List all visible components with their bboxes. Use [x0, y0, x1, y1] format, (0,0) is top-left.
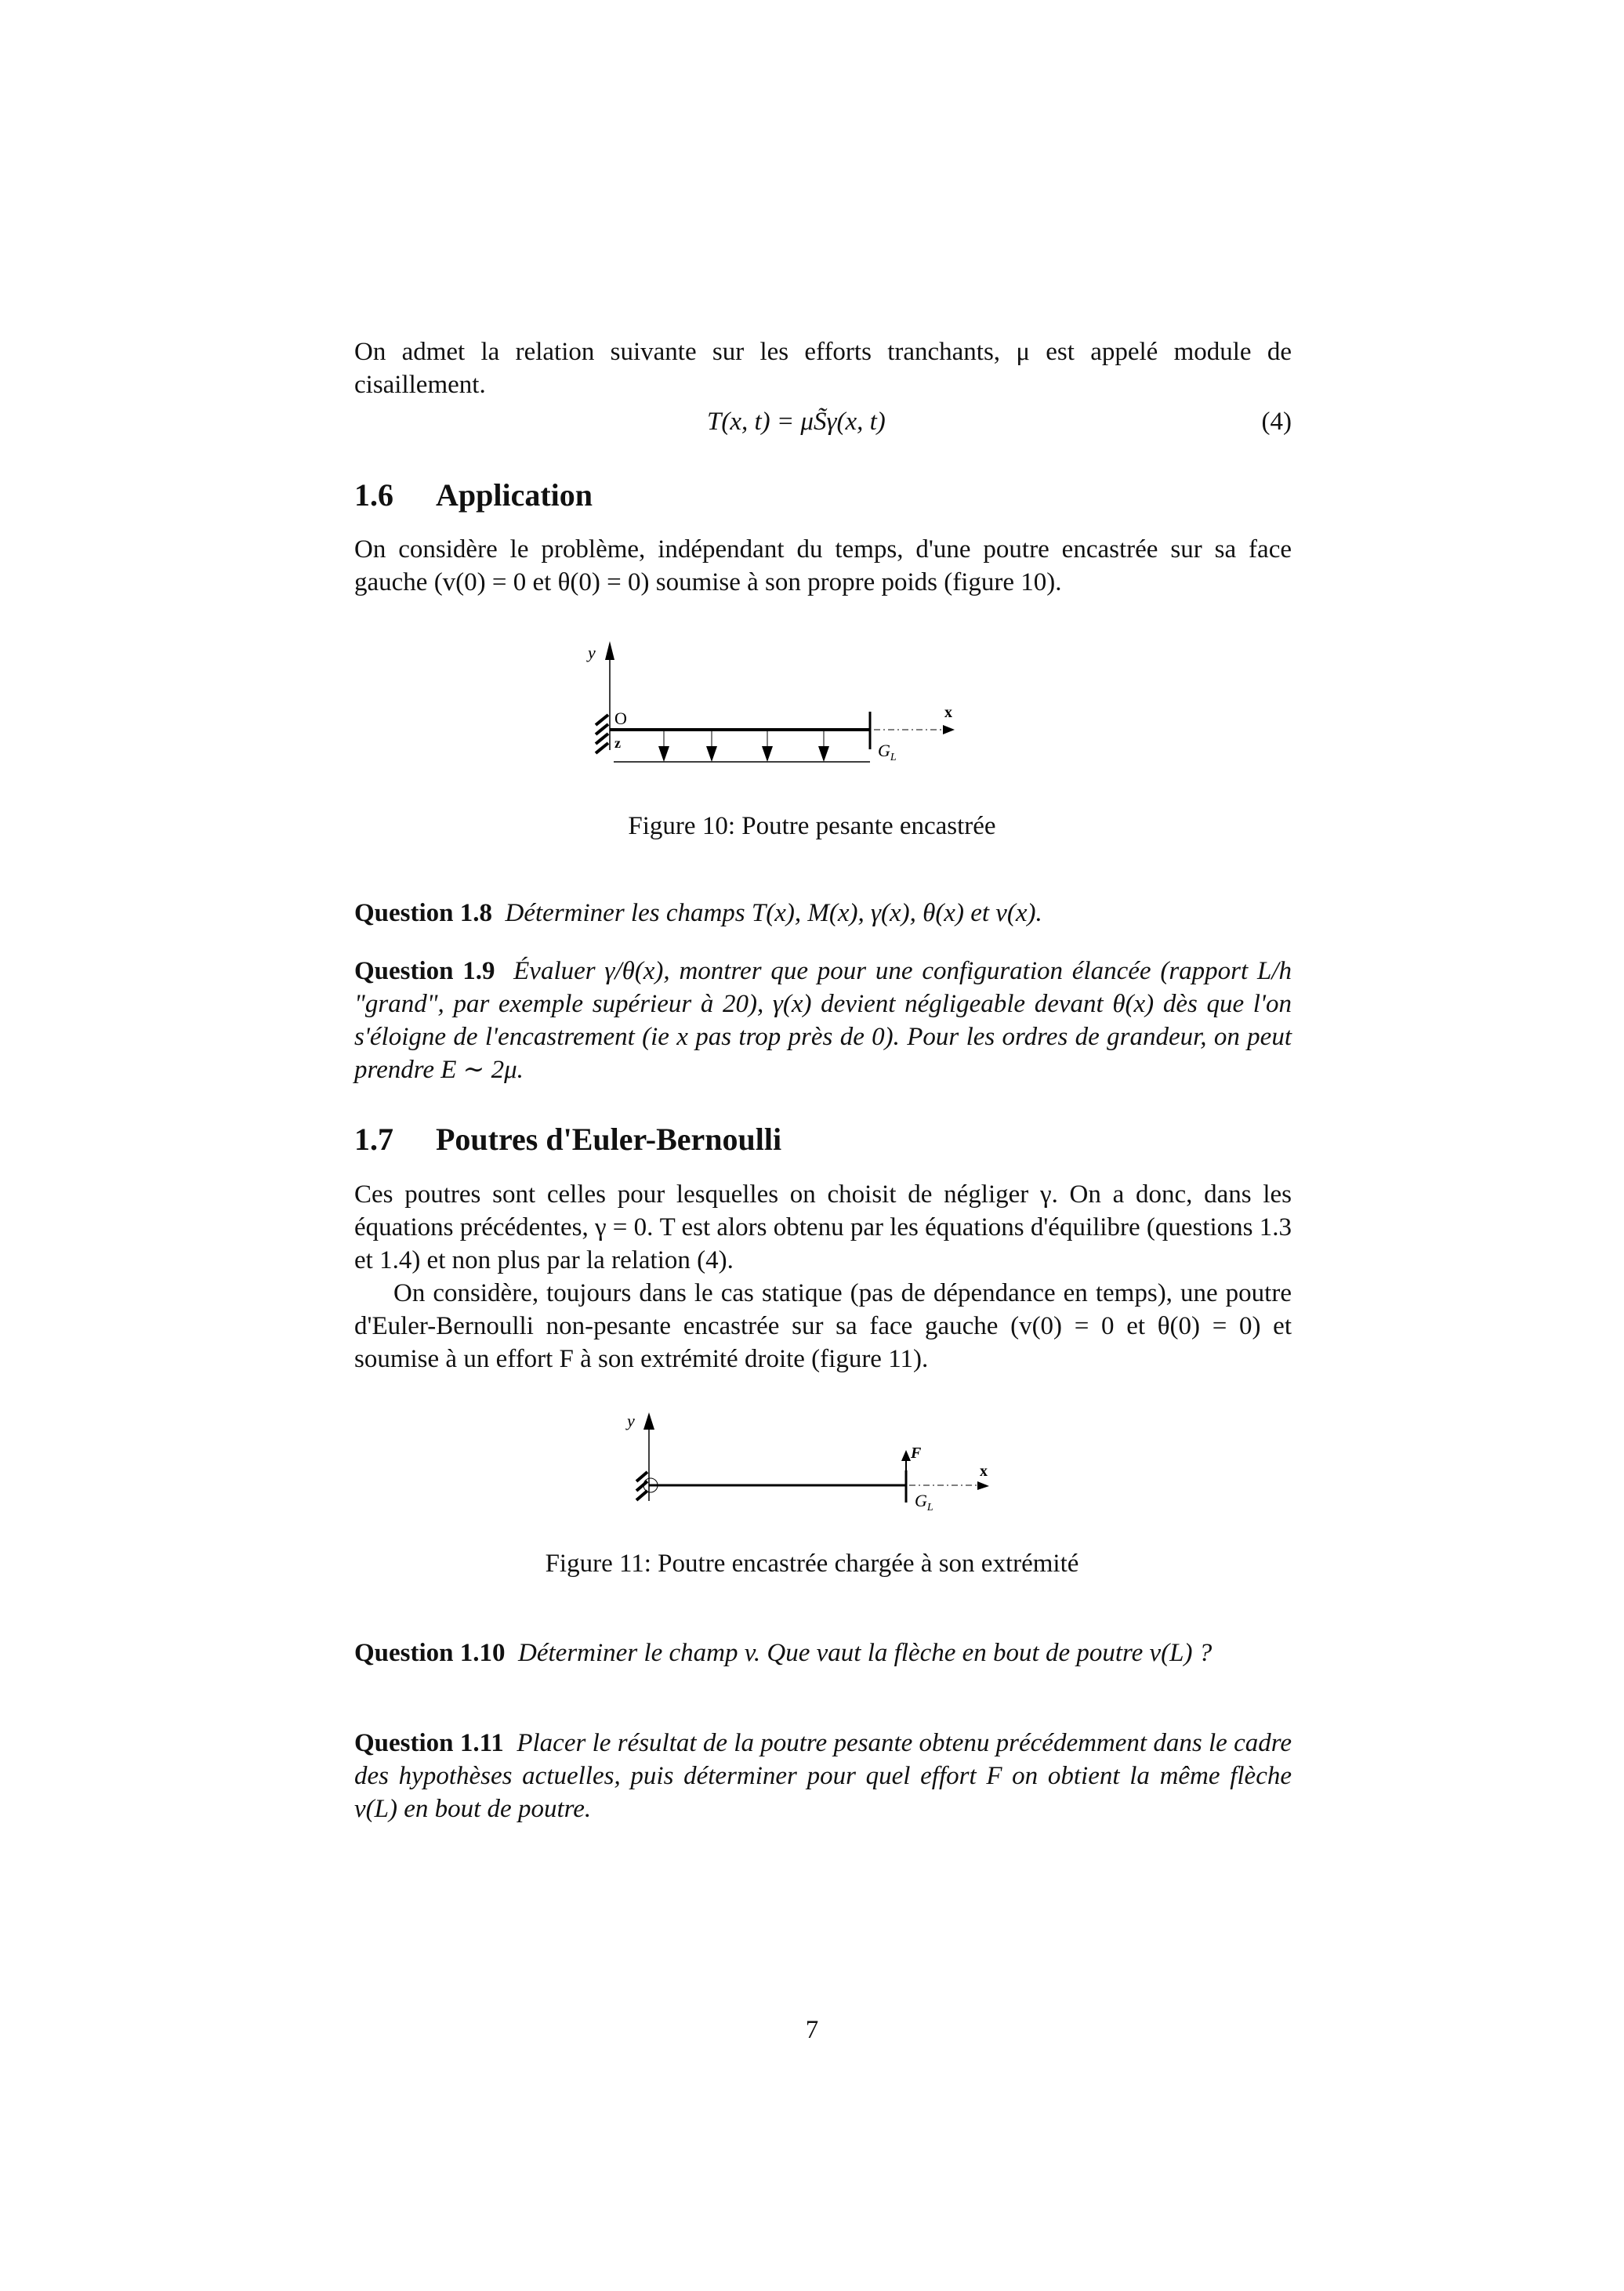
gl-label: $G_L$: [915, 1491, 933, 1513]
question-1-11: [354, 1727, 1292, 1825]
figure-11-diagram: [596, 1395, 1019, 1521]
x-axis-label: x⃗: [980, 1463, 1000, 1480]
question-1-10: [354, 1637, 1292, 1669]
section-number: 1.7: [354, 1122, 393, 1157]
section-title: Application: [436, 477, 593, 513]
figure-11-caption: Figure 11: Poutre encastrée chargée à son extrémité: [545, 1550, 1079, 1578]
section-heading-1-7: [354, 1121, 781, 1158]
section-heading-1-6: [354, 477, 593, 513]
figure-10-caption: Figure 10: Poutre pesante encastrée: [628, 812, 996, 840]
equation-number: (4): [1261, 408, 1292, 436]
question-label: Question 1.9: [354, 957, 495, 985]
y-axis-label: y⃗: [588, 643, 609, 662]
section-1-7-paragraph-1: Ces poutres sont celles pour lesquelles on choisit de négliger γ. On a donc, dans les équations précédentes, γ = 0. T est alors obtenu par les équations d'équilibre (questions 1.3 et 1.4) et non plus par la relation (4).: [354, 1180, 1292, 1274]
intro-paragraph: On admet la relation suivante sur les efforts tranchants, μ est appelé module de cisaillement.: [354, 338, 1292, 399]
question-label: Question 1.8: [354, 899, 493, 927]
y-axis-label: y⃗: [627, 1411, 648, 1430]
figure-10-diagram: [564, 627, 1066, 784]
question-1-8: [354, 897, 1292, 930]
section-number: 1.6: [354, 477, 393, 513]
section-1-6-paragraph: On considère le problème, indépendant du temps, d'une poutre encastrée sur sa face gauche (v(0) = 0 et θ(0) = 0) soumise à son propre poids (figure 10).: [354, 535, 1292, 596]
question-label: Question 1.11: [354, 1729, 504, 1757]
force-label: F: [911, 1445, 922, 1462]
equation-expression: T(x, t) = μS̃γ(x, t): [707, 408, 886, 436]
origin-label: O: [614, 709, 627, 728]
question-text: Déterminer les champs T(x), M(x), γ(x), θ(x) et v(x).: [505, 899, 1042, 927]
x-axis-label: x⃗: [944, 704, 965, 721]
question-1-9: [354, 955, 1292, 1086]
question-text: Placer le résultat de la poutre pesante obtenu précédemment dans le cadre des hypothèses actuelles, puis déterminer pour quel effort F on obtient la même flèche v(L) en bout de poutre.: [354, 1729, 1292, 1823]
question-label: Question 1.10: [354, 1639, 506, 1667]
question-text: Évaluer γ/θ(x), montrer que pour une configuration élancée (rapport L/h "grand", par exemple supérieur à 20), γ(x) devient négligeable devant θ(x) dès que l'on s'éloigne de l'encastrement (ie x pas trop près de 0). Pour les ordres de grandeur, on peut prendre E ∼ 2μ.: [354, 957, 1292, 1084]
weight-load-arrows: [658, 731, 829, 762]
page-number: 7: [805, 2016, 819, 2044]
section-1-7-paragraph-2: On considère, toujours dans le cas statique (pas de dépendance en temps), une poutre d'Euler-Bernoulli non-pesante encastrée sur sa face gauche (v(0) = 0 et θ(0) = 0) et soumise à un effort F à son extrémité droite (figure 11).: [354, 1279, 1292, 1373]
section-title: Poutres d'Euler-Bernoulli: [436, 1122, 782, 1157]
question-text: Déterminer le champ v. Que vaut la flèche en bout de poutre v(L) ?: [518, 1639, 1213, 1667]
z-axis-label: z⃗: [614, 735, 632, 751]
gl-label: $G_L$: [878, 741, 897, 763]
